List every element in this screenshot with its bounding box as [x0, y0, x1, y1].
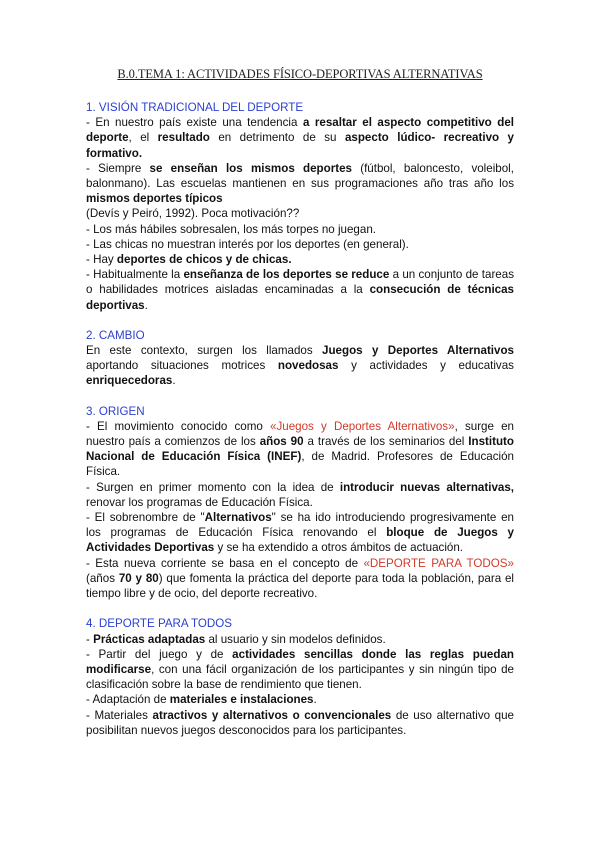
text-run: , el: [128, 131, 158, 145]
bold-text: actividades sencillas donde las reglas puedan modificarse: [86, 647, 514, 676]
bold-text: Instituto Nacional de Educación Física (INEF): [86, 435, 514, 464]
text-run: (Devís y Peiró, 1992). Poca motivación??: [86, 207, 300, 221]
paragraph: [86, 556, 514, 602]
section-heading: 2. CAMBIO: [86, 328, 145, 342]
text-run: renovar los programas de Educación Física.: [86, 495, 313, 509]
paragraph: [86, 480, 514, 510]
text-run: a través de los seminarios del: [303, 435, 469, 449]
text-run: al usuario y sin modelos definidos.: [205, 632, 386, 646]
text-run: .: [144, 298, 148, 312]
text-run: - Partir del juego y de: [86, 647, 233, 661]
bold-text: mismos deportes típicos: [86, 192, 223, 206]
text-run: - El sobrenombre de ": [86, 511, 205, 525]
section-heading: 3. ORIGEN: [86, 404, 145, 418]
text-run: (años: [86, 571, 119, 585]
bold-text: Juegos y Deportes Alternativos: [322, 344, 515, 358]
section-spacer: [86, 313, 514, 328]
bold-text: consecución de técnicas deportivas: [86, 283, 515, 312]
bold-text: atractivos y alternativos o convencionales: [152, 708, 392, 722]
text-run: - Adaptación de: [86, 693, 170, 707]
paragraph: [86, 206, 514, 221]
text-run: - Los más hábiles sobresalen, los más torpes no juegan.: [86, 222, 377, 236]
bold-text: bloque de Juegos y Actividades Deportivas: [86, 526, 514, 555]
text-run: - Hay: [86, 253, 117, 267]
bold-text: novedosas: [277, 359, 339, 373]
text-run: de uso alternativo que posibilitan nuevos juegos desconocidos para los participantes.: [86, 708, 514, 737]
paragraph: [86, 419, 514, 480]
text-run: - El movimiento conocido como: [86, 419, 271, 433]
text-run: (fútbol, baloncesto, voleibol, balonmano). Las escuelas mantienen en sus programaciones año tras año los: [86, 161, 514, 191]
highlighted-term: «DEPORTE PARA TODOS»: [363, 556, 514, 570]
text-run: , con una fácil organización de los participantes y sin ningún tipo de clasificación sobre la base de rendimiento que tienen.: [86, 662, 514, 692]
bold-text: Alternativos: [204, 511, 272, 525]
text-run: , de Madrid. Profesores de Educación Física.: [86, 450, 514, 479]
text-run: y actividades y educativas: [338, 359, 514, 373]
section-heading: 4. DEPORTE PARA TODOS: [86, 617, 233, 631]
bold-text: 70 y 80: [118, 571, 159, 585]
section-spacer: [86, 601, 514, 616]
bold-text: aspecto lúdico- recreativo y formativo.: [86, 131, 515, 160]
paragraph: [86, 115, 514, 161]
paragraph: [86, 632, 514, 647]
text-run: - Esta nueva corriente se basa en el concepto de: [86, 556, 364, 570]
document-title: B.0.TEMA 1: ACTIVIDADES FÍSICO-DEPORTIVAS ALTERNATIVAS: [117, 67, 483, 81]
bold-text: años 90: [259, 435, 304, 449]
bold-text: se enseñan los mismos deportes: [149, 161, 352, 175]
text-run: , surge en nuestro país a comienzos de los: [86, 419, 515, 449]
document-body: [86, 100, 514, 738]
paragraph: [86, 510, 514, 556]
text-run: - Materiales: [86, 708, 153, 722]
text-run: ) que fomenta la práctica del deporte para toda la población, para el tiempo libre y de ocio, del deporte recreativo.: [86, 571, 514, 601]
paragraph: [86, 222, 514, 237]
text-run: - Las chicas no muestran interés por los deportes (en general).: [86, 237, 409, 251]
bold-text: a resaltar el aspecto competitivo del deporte: [86, 116, 515, 145]
bold-text: enseñanza de los deportes se reduce: [183, 268, 390, 282]
highlighted-term: «Juegos y Deportes Alternativos»: [270, 419, 455, 433]
bold-text: materiales e instalaciones: [169, 693, 314, 707]
text-run: aportando situaciones motrices: [86, 359, 278, 373]
text-run: .: [313, 693, 317, 707]
bold-text: introducir nuevas alternativas,: [339, 480, 515, 494]
paragraph: [86, 252, 514, 267]
paragraph: [86, 708, 514, 738]
text-run: - Habitualmente la: [86, 268, 184, 282]
bold-text: deportes de chicos y de chicas.: [116, 253, 292, 267]
bold-text: enriquecedoras: [86, 374, 173, 388]
text-run: En este contexto, surgen los llamados: [86, 344, 323, 358]
text-run: -: [86, 632, 94, 646]
section-heading: 1. VISIÓN TRADICIONAL DEL DEPORTE: [86, 101, 304, 114]
paragraph: [86, 161, 514, 207]
section-spacer: [86, 389, 514, 404]
text-run: a un conjunto de tareas o habilidades motrices aisladas encaminadas a la: [86, 268, 514, 297]
paragraph: [86, 647, 514, 693]
text-run: " se ha ido introduciendo progresivamente en los programas de Educación Física renovando el: [86, 511, 514, 540]
text-run: .: [172, 374, 176, 388]
text-run: - En nuestro país existe una tendencia: [86, 116, 303, 130]
paragraph: [86, 692, 514, 707]
text-run: en detrimento de su: [209, 131, 345, 145]
text-run: - Siempre: [86, 161, 150, 175]
text-run: y se ha extendido a otros ámbitos de actuación.: [214, 541, 464, 555]
paragraph: [86, 343, 514, 389]
bold-text: resultado: [157, 131, 210, 145]
paragraph: [86, 237, 514, 252]
bold-text: Prácticas adaptadas: [93, 632, 206, 646]
text-run: - Surgen en primer momento con la idea de: [86, 480, 340, 494]
paragraph: [86, 267, 514, 313]
